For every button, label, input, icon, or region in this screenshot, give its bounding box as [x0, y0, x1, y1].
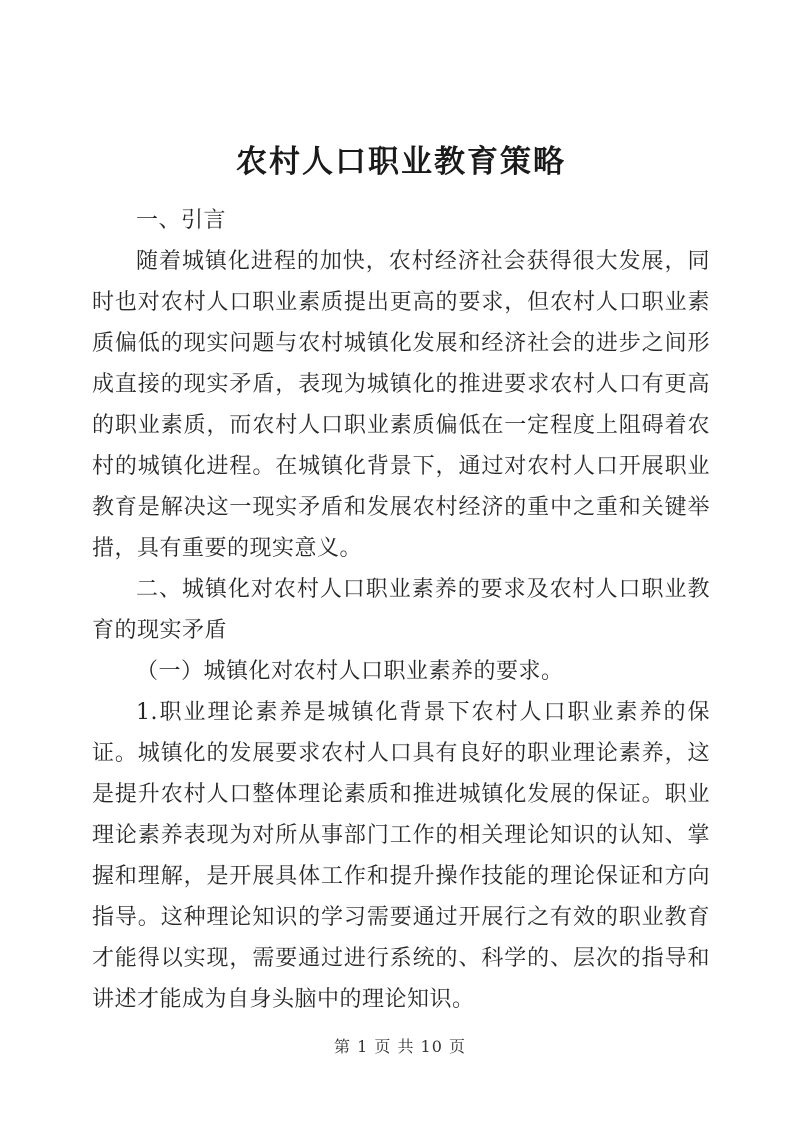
section-heading-introduction: 一、引言: [136, 208, 227, 233]
page-footer: [0, 1034, 800, 1057]
document-body: [92, 142, 710, 1020]
page-number-indicator: 第 1 页 共 10 页: [334, 1037, 466, 1056]
subsection-heading-urbanization-requirements: （一）城镇化对农村人口职业素养的要求。: [136, 659, 564, 684]
section-heading-requirements: 二、城镇化对农村人口职业素养的要求及农村人口职业教育的现实矛盾: [92, 577, 710, 643]
paragraph-theory-literacy: 1.职业理论素养是城镇化背景下农村人口职业素养的保证。城镇化的发展要求农村人口具有良好的职业理论素养，这是提升农村人口整体理论素质和推进城镇化发展的保证。职业理论素养表现为对所从事部门工作的相关理论知识的认知、掌握和理解，是开展具体工作和提升操作技能的理论保证和方向指导。这种理论知识的学习需要通过开展行之有效的职业教育才能得以实现，需要通过进行系统的、科学的、层次的指导和讲述才能成为自身头脑中的理论知识。: [92, 700, 710, 1012]
document-title: 农村人口职业教育策略: [236, 144, 566, 180]
paragraph-introduction-body: 随着城镇化进程的加快，农村经济社会获得很大发展，同时也对农村人口职业素质提出更高的要求，但农村人口职业素质偏低的现实问题与农村城镇化发展和经济社会的进步之间形成直接的现实矛盾，表现为城镇化的推进要求农村人口有更高的职业素质，而农村人口职业素质偏低在一定程度上阻碍着农村的城镇化进程。在城镇化背景下，通过对农村人口开展职业教育是解决这一现实矛盾和发展农村经济的重中之重和关键举措，具有重要的现实意义。: [92, 249, 710, 561]
